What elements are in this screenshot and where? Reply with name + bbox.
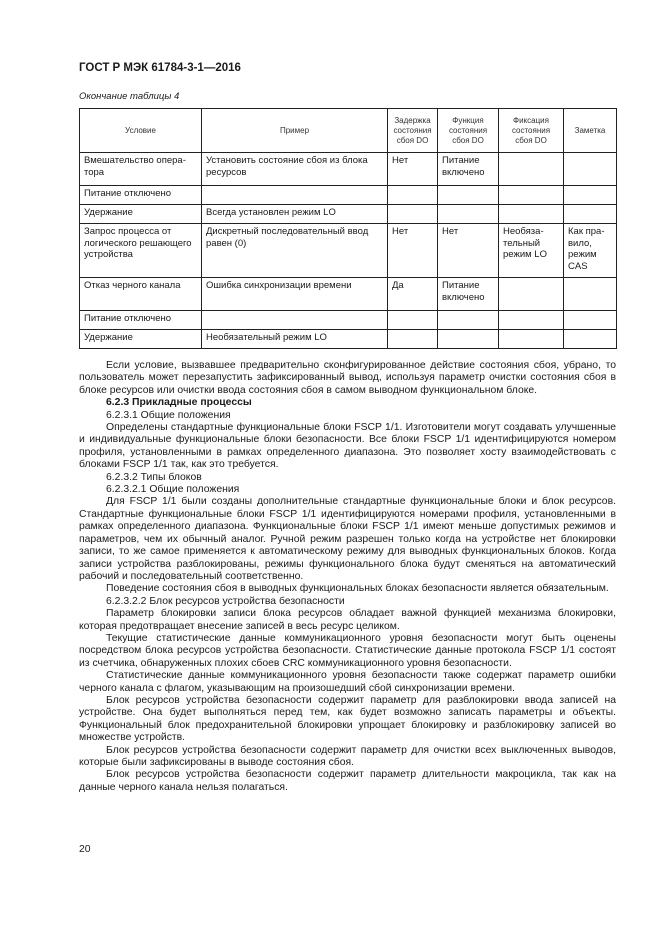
table-cell [388, 311, 438, 330]
table-cell [438, 205, 499, 224]
header-function: Функция состояния сбоя DO [438, 109, 499, 153]
table-cell [564, 205, 617, 224]
header-delay: Задержка состояния сбоя DO [388, 109, 438, 153]
paragraph: Текущие статистические данные коммуникационного уровня безопасности могут быть оценены посредством блока ресурсов устройства безопасности. Статистические данные протокола FSCP 1/1 состоят из счетчика, обнаруженных плохих сбоев CRC коммуникационного уровня безопасности. [79, 632, 616, 669]
table-cell [564, 311, 617, 330]
paragraph: Параметр блокировки записи блока ресурсов обладает важной функцией механизма блокировки, которая предотвращает внесение записей в весь ресурс целиком. [79, 608, 616, 632]
table-row [80, 153, 617, 186]
subsection-heading: 6.2.3.2.1 Общие положения [106, 484, 240, 496]
table-cell [438, 186, 499, 205]
table-row [80, 311, 617, 330]
section-heading: 6.2.3 Прикладные процессы [106, 397, 252, 409]
body-text [79, 360, 616, 794]
table-cell: Необязательный режим LO [202, 330, 388, 349]
document-header: ГОСТ Р МЭК 61784-3-1—2016 [79, 62, 241, 74]
header-latch: Фиксация состояния сбоя DO [499, 109, 564, 153]
table-cell [499, 311, 564, 330]
table-cell [499, 278, 564, 311]
table-cell: Удержание [80, 205, 202, 224]
header-example: Пример [202, 109, 388, 153]
table-row [80, 224, 617, 278]
table-cell [564, 278, 617, 311]
table-row [80, 278, 617, 311]
paragraph: Статистические данные коммуникационного уровня безопасности также содержат параметр ошибки черного канала с флагом, указывающим на произошедший сбой синхронизации времени. [79, 670, 616, 694]
table-cell [499, 153, 564, 186]
table-cell [438, 311, 499, 330]
table-cell [564, 330, 617, 349]
table-cell [202, 186, 388, 205]
paragraph: Блок ресурсов устройства безопасности содержит параметр длительности макроцикла, так как на данные черного канала нельзя полагаться. [79, 769, 616, 793]
table-cell: Нет [388, 153, 438, 186]
subsection-heading: 6.2.3.2.2 Блок ресурсов устройства безопасности [106, 595, 345, 607]
table-cell [388, 186, 438, 205]
header-note: Заметка [564, 109, 617, 153]
table-cell: Питание отключено [80, 311, 202, 330]
table-cell: Нет [388, 224, 438, 278]
subsection-heading: 6.2.3.1 Общие положения [106, 409, 231, 421]
subsection-heading: 6.2.3.2 Типы блоков [106, 471, 202, 483]
table-caption: Окончание таблицы 4 [79, 91, 180, 102]
table-row [80, 186, 617, 205]
table-cell: Нет [438, 224, 499, 278]
table-cell [499, 205, 564, 224]
paragraph: Блок ресурсов устройства безопасности содержит параметр для разблокировки ввода записей на устройстве. Она будет выполняться перед тем, как будет возможно записать параметры и объекты. Функциональный блок предохранительной блокировки упрощает блокировку и разблокировку записей во множестве устройств. [79, 694, 616, 744]
table-row [80, 330, 617, 349]
table-cell: Вмешательство опера-тора [80, 153, 202, 186]
table-cell: Ошибка синхронизации времени [202, 278, 388, 311]
table-cell [388, 330, 438, 349]
table-cell [564, 153, 617, 186]
table-cell: Да [388, 278, 438, 311]
table-cell: Дискретный последовательный ввод равен (0) [202, 224, 388, 278]
table-cell: Питание включено [438, 153, 499, 186]
paragraph: Определены стандартные функциональные блоки FSCP 1/1. Изготовители могут создавать улучшенные и индивидуальные функциональные блоки безопасности. Все блоки FSCP 1/1 идентифицируются номером профиля, установленными в рамках определенного диапазона. Это позволяет хосту взаимодействовать с блоками FSCP 1/1 так, как это требуется. [79, 422, 616, 471]
table-cell: Установить состояние сбоя из блока ресурсов [202, 153, 388, 186]
table-cell: Необяза-тельный режим LO [499, 224, 564, 278]
table-cell: Питание включено [438, 278, 499, 311]
table-cell [499, 330, 564, 349]
header-condition: Условие [80, 109, 202, 153]
paragraph: Поведение состояния сбоя в выводных функциональных блоках безопасности является обязательным. [106, 583, 609, 595]
table-cell [388, 205, 438, 224]
table-cell: Запрос процесса от логического решающего устройства [80, 224, 202, 278]
paragraph: Блок ресурсов устройства безопасности содержит параметр для очистки всех выключенных выводов, которые были зафиксированы в выводе состояния сбоя. [79, 744, 616, 768]
table-cell: Отказ черного канала [80, 278, 202, 311]
table-header-row [80, 109, 617, 153]
table-cell: Как пра-вило, режим CAS [564, 224, 617, 278]
table-cell: Питание отключено [80, 186, 202, 205]
table-cell: Удержание [80, 330, 202, 349]
paragraph: Если условие, вызвавшее предварительно сконфигурированное действие состояния сбоя, убрано, то пользователь может перезапустить зафиксированный вывод, используя параметр очистки состояния сбоя в блоке ресурсов или очистки ввода состояния сбоя в самом выводном функциональном блоке. [79, 360, 616, 396]
page-number: 20 [79, 844, 91, 855]
table-cell [499, 186, 564, 205]
table-4 [79, 108, 617, 349]
table-cell [564, 186, 617, 205]
table-cell [202, 311, 388, 330]
table-cell: Всегда установлен режим LO [202, 205, 388, 224]
table-cell [438, 330, 499, 349]
table-row [80, 205, 617, 224]
paragraph: Для FSCP 1/1 были созданы дополнительные стандартные функциональные блоки и блок ресурсов. Стандартные функциональные блоки FSCP 1/1 идентифицируются номерами профиля, установленными в рамках определенного диапазона. Функциональные блоки FSCP 1/1 имеют меньше допустимых режимов и параметров, чем их обычный аналог. Ручной режим разрешен только когда на устройстве нет блокировки записи, то же самое применяется к автоматическому режиму для выводных функциональных блоков. Когда записи устройства разблокированы, режимы функционального блока будут сменяться на автоматический рабочий и последовательный соответственно. [79, 496, 616, 582]
